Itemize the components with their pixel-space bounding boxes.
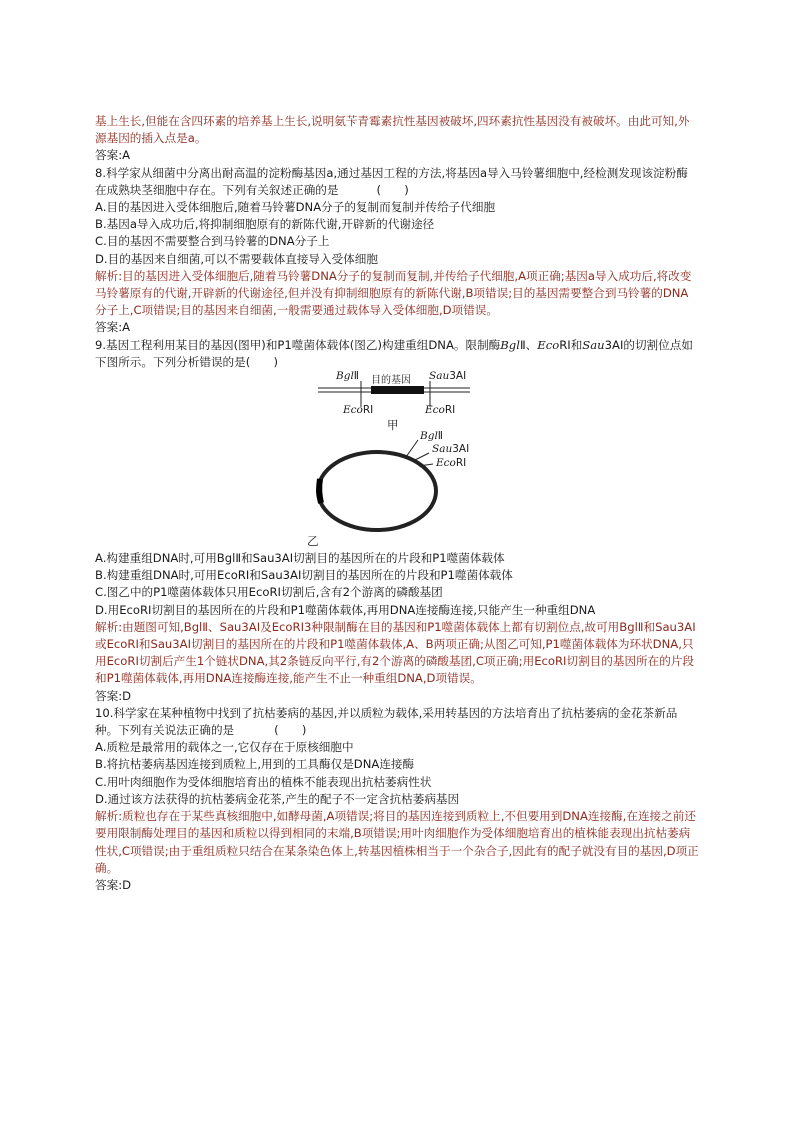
bgl-label-b: BglⅡ — [420, 430, 443, 443]
figure-a-linear-dna — [95, 371, 699, 433]
bgl-pointer — [406, 440, 418, 457]
q9-option-a: A.构建重组DNA时,可用BglⅡ和Sau3AⅠ切割目的基因所在的片段和P1噬菌体载体 — [95, 551, 505, 566]
q8-option-b: B.基因a导入成功后,将抑制细胞原有的新陈代谢,开辟新的代谢途径 — [95, 217, 435, 232]
q9-answer: 答案:D — [95, 688, 132, 703]
sau-pointer — [413, 453, 429, 461]
q10-option-a: A.质粒是最常用的载体之一,它仅存在于原核细胞中 — [95, 740, 354, 755]
sau-label-b: Sau3AⅠ — [432, 443, 470, 456]
q8-explanation: 解析:目的基因进入受体细胞后,随着马铃薯DNA分子的复制而复制,并传给子代细胞,A项正确;基因a导入成功后,将改变马铃薯原有的代谢,开辟新的代谢途径,但并没有抑制细胞原有的新陈代谢,B项错误;目的基因需要整合到马铃薯的DNA分子上,C项错误;目的基因来自细菌,一般需要通过载体导入受体细胞,D项错误。 — [95, 268, 692, 318]
q10-stem: 10.科学家在某种植物中找到了抗枯萎病的基因,并以质粒为载体,采用转基因的方法培育出了抗枯萎病的金花茶新品种。下列有关说法正确的是 ( ) — [95, 705, 678, 738]
q8-option-c: C.目的基因不需要整合到马铃薯的DNA分子上 — [95, 234, 330, 249]
q8-option-d: D.目的基因来自细菌,可以不需要载体直接导入受体细胞 — [95, 251, 378, 266]
target-gene-label: 目的基因 — [371, 375, 411, 387]
q10-option-b: B.将抗枯萎病基因连接到质粒上,用到的工具酶仅是DNA连接酶 — [95, 757, 415, 772]
q8-stem: 8.科学家从细菌中分离出耐高温的淀粉酶基因a,通过基因工程的方法,将基因a导入马铃薯细胞中,经检测发现该淀粉酶在成熟块茎细胞中存在。下列有关叙述正确的是 ( ) — [95, 165, 688, 197]
q9-option-b: B.构建重组DNA时,可用EcoRⅠ和Sau3AⅠ切割目的基因所在的片段和P1噬菌体载体 — [95, 568, 513, 583]
eco-label-left: EcoRⅠ — [343, 404, 374, 417]
plasmid-ring — [318, 452, 436, 530]
bgl-label-a: BglⅡ — [336, 370, 359, 383]
eco-label-right: EcoRⅠ — [425, 404, 456, 417]
eco-label-b: EcoRⅠ — [436, 457, 467, 470]
q10-explanation: 解析:质粒也存在于某些真核细胞中,如酵母菌,A项错误;将目的基因连接到质粒上,不但要用到DNA连接酶,在连接之前还要用限制酶处理目的基因和质粒以得到相同的末端,B项错误;用叶肉细胞作为受体细胞培育出的植株能表现出抗枯萎病性状,C项错误;由于重组质粒只结合在某条染色体上,转基因植株相当于一个杂合子,因此有的配子就没有目的基因,D项正确。 — [95, 809, 699, 875]
figure-b-circular-plasmid — [95, 430, 699, 533]
q9-option-c: C.图乙中的P1噬菌体载体只用EcoRⅠ切割后,含有2个游离的磷酸基团 — [95, 585, 443, 600]
sau-label-a: Sau3AⅠ — [429, 370, 467, 383]
q7-explanation-end: 基上生长,但能在含四环素的培养基上生长,说明氨苄青霉素抗性基因被破坏,四环素抗性基因没有被破坏。由此可知,外源基因的插入点是a。 — [95, 114, 690, 146]
q7-answer: 答案:A — [95, 148, 131, 163]
figure-a-caption: 甲 — [387, 418, 399, 433]
q10-answer: 答案:D — [95, 877, 132, 892]
q10-option-d: D.通过该方法获得的抗枯萎病金花茶,产生的配子不一定含抗枯萎病基因 — [95, 791, 460, 806]
q8-answer: 答案:A — [95, 320, 131, 335]
q9-option-d: D.用EcoRⅠ切割目的基因所在的片段和P1噬菌体载体,再用DNA连接酶连接,只能产生一种重组DNA — [95, 602, 596, 617]
q8-option-a: A.目的基因进入受体细胞后,随着马铃薯DNA分子的复制而复制并传给子代细胞 — [95, 200, 496, 215]
q9-stem: 9.基因工程利用某目的基因(图甲)和P1噬菌体载体(图乙)构建重组DNA。限制酶BglⅡ、EcoRⅠ和Sau3AⅠ的切割位点如下图所示。下列分析错误的是( ) — [95, 337, 693, 369]
figure-b-drawing — [95, 433, 699, 533]
plasmid-marker-segment — [319, 479, 321, 503]
q10-option-c: C.用叶肉细胞作为受体细胞培育出的植株不能表现出抗枯萎病性状 — [95, 774, 432, 789]
q9-explanation: 解析:由题图可知,BglⅡ、Sau3AⅠ及EcoRⅠ3种限制酶在目的基因和P1噬菌体载体上都有切割位点,故可用BglⅡ和Sau3AⅠ或EcoRⅠ和Sau3AⅠ切割目的基因所在的片段和P1噬菌体载体,A、B两项正确;从图乙可知,P1噬菌体载体为环状DNA,只用EcoRⅠ切割后产生1个链状DNA,其2条链反向平行,有2个游离的磷酸基团,C项正确;用EcoRⅠ切割目的基因所在的片段和P1噬菌体载体,再用DNA连接酶连接,能产生不止一种重组DNA,D项错误。 — [95, 619, 696, 686]
document-page — [95, 113, 699, 894]
figure-b-caption: 乙 — [307, 534, 319, 549]
